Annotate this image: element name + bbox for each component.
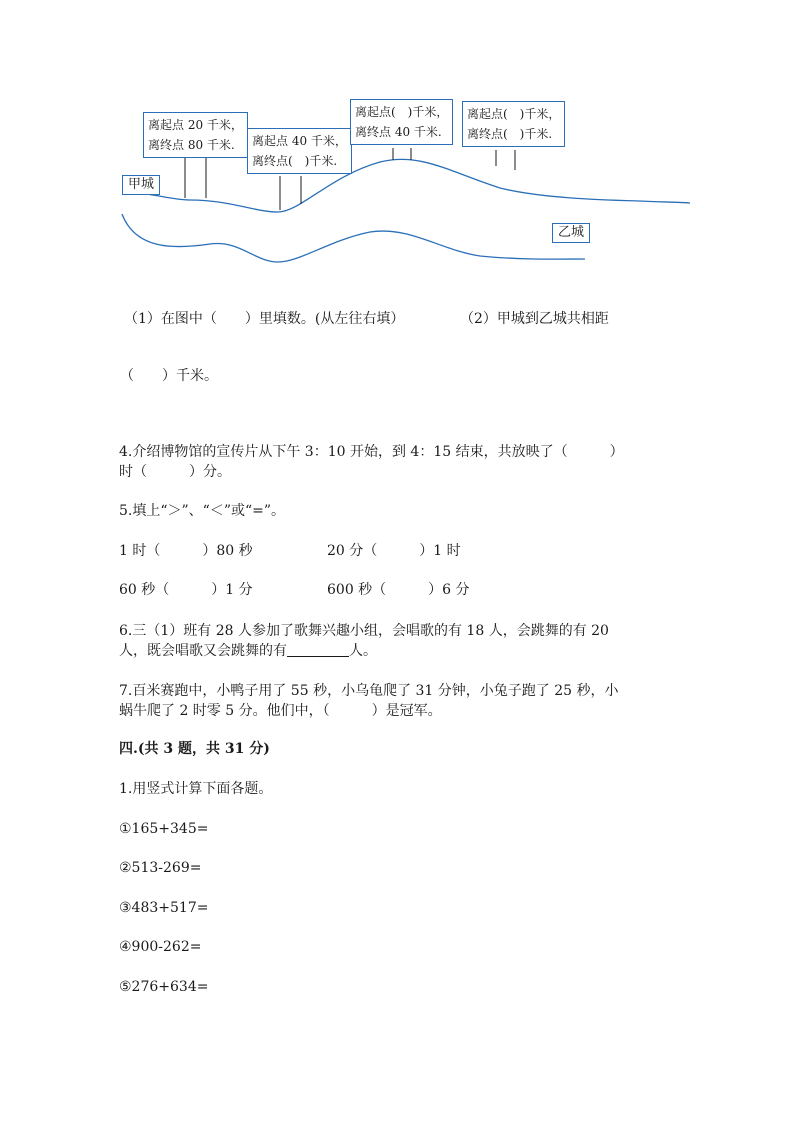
q4-line2: 时（ ）分。 [119, 464, 231, 480]
section4-title: 四.(共 3 题，共 31 分) [119, 741, 270, 757]
q7-line2: 蜗牛爬了 2 时零 5 分。他们中，（ ）是冠军。 [119, 703, 442, 719]
road-lower-edge [122, 214, 585, 262]
q-prev-part1: （1）在图中（ ）里填数。(从左往右填） [124, 311, 405, 327]
road-sign-4: 离起点( )千米， 离终点( )千米. [462, 101, 565, 147]
calc-item-5: ⑤276+634= [119, 979, 209, 995]
road-sign-2: 离起点 40 千米， 离终点( )千米. [247, 128, 352, 174]
calc-item-1: ①165+345= [119, 821, 209, 837]
section4-q1-title: 1.用竖式计算下面各题。 [119, 781, 273, 797]
q5-item-2: 20 分（ ）1 时 [327, 543, 461, 559]
city-start-label: 甲城 [122, 175, 160, 195]
road-upper-edge [122, 159, 690, 212]
city-end-label: 乙城 [552, 223, 590, 243]
q5-item-3: 60 秒（ ）1 分 [119, 582, 253, 598]
road-sign-3: 离起点( )千米， 离终点 40 千米. [350, 99, 453, 145]
road-diagram [0, 0, 794, 300]
q5-title: 5.填上“＞”、“＜”或“=”。 [119, 503, 286, 519]
q6-line2: 人，既会唱歌又会跳舞的有 人。 [119, 643, 377, 659]
q7-line1: 7.百米赛跑中，小鸭子用了 55 秒，小乌龟爬了 31 分钟，小兔子跑了 25 秒，小 [119, 683, 619, 699]
q-prev-part2-cont: （ ）千米。 [120, 368, 218, 384]
answer-blank [287, 642, 349, 657]
q5-item-4: 600 秒（ ）6 分 [327, 582, 470, 598]
q6-line1: 6.三（1）班有 28 人参加了歌舞兴趣小组，会唱歌的有 18 人，会跳舞的有 20 [119, 623, 609, 639]
calc-item-2: ②513-269= [119, 860, 202, 876]
q5-item-1: 1 时（ ）80 秒 [119, 543, 253, 559]
q-prev-part2: （2）甲城到乙城共相距 [460, 311, 609, 327]
q4-line1: 4.介绍博物馆的宣传片从下午 3：10 开始，到 4：15 结束，共放映了（ ） [119, 444, 624, 460]
road-sign-1: 离起点 20 千米， 离终点 80 千米. [143, 112, 248, 158]
calc-item-3: ③483+517= [119, 900, 209, 916]
calc-item-4: ④900-262= [119, 939, 202, 955]
